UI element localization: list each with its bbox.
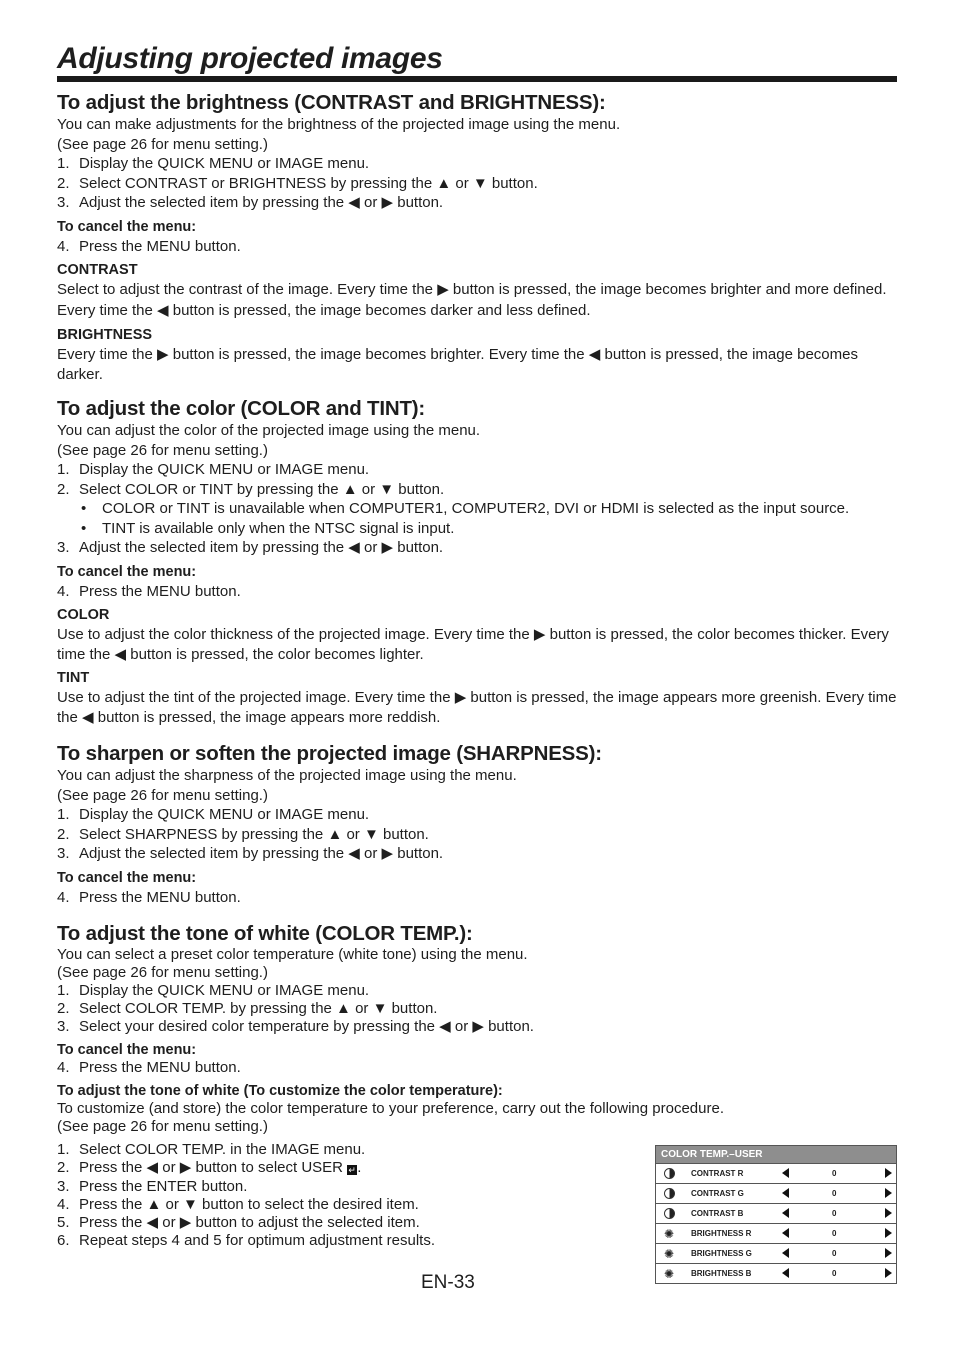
step-item: 4. Press the ▲ or ▼ button to select the desired item. [57, 1195, 419, 1213]
step-item: 4. Press the MENU button. [57, 888, 241, 906]
contrast-heading: CONTRAST [57, 262, 138, 278]
step-item: 3. Adjust the selected item by pressing the ◀ or ▶ button. [57, 194, 444, 211]
step-list [57, 888, 897, 908]
menu-row-value: 0 [832, 1229, 837, 1238]
step-item: 2. Press the ◀ or ▶ button to select USER ↵. [57, 1159, 362, 1177]
menu-row-value: 0 [832, 1249, 837, 1258]
page-number: EN-33 [421, 1272, 475, 1293]
menu-row-label: CONTRAST R [691, 1169, 744, 1178]
color-text: Use to adjust the color thickness of the projected image. Every time the ▶ button is pressed, the color becomes thicker. Every time the ◀ button is pressed, the color becomes lighter. [57, 626, 889, 663]
menu-title: COLOR TEMP.–USER [656, 1146, 896, 1163]
section-heading: To adjust the color (COLOR and TINT): [57, 397, 426, 420]
menu-row-value: 0 [832, 1169, 837, 1178]
step-item: 2. Select CONTRAST or BRIGHTNESS by pressing the ▲ or ▼ button. [57, 174, 538, 192]
cancel-heading: To cancel the menu: [57, 218, 197, 235]
custom-heading: To adjust the tone of white (To customize the color temperature): [57, 1083, 503, 1099]
left-arrow-icon[interactable] [782, 1228, 789, 1238]
step-list [57, 805, 897, 864]
menu-row[interactable] [656, 1183, 896, 1203]
menu-row-value: 0 [832, 1189, 837, 1198]
step-item: 2. Select COLOR TEMP. by pressing the ▲ or ▼ button. [57, 1000, 438, 1017]
step-item: 2. Select SHARPNESS by pressing the ▲ or ▼ button. [57, 825, 429, 843]
enter-icon: ↵ [348, 1165, 356, 1176]
contrast-icon [656, 1164, 682, 1183]
right-arrow-icon[interactable] [885, 1248, 892, 1258]
intro-text: You can make adjustments for the brightness of the projected image using the menu. [57, 116, 621, 133]
left-arrow-icon[interactable] [782, 1168, 789, 1178]
cancel-heading: To cancel the menu: [57, 1042, 197, 1058]
intro-text: You can adjust the color of the projected image using the menu. [57, 422, 481, 439]
step-item: 5. Press the ◀ or ▶ button to adjust the selected item. [57, 1214, 420, 1232]
menu-row[interactable] [656, 1203, 896, 1223]
step-item: 4. Press the MENU button. [57, 1059, 241, 1076]
section-heading: To adjust the brightness (CONTRAST and BRIGHTNESS): [57, 91, 606, 114]
step-item: 3. Press the ENTER button. [57, 1177, 248, 1195]
menu-row-value: 0 [832, 1209, 837, 1218]
menu-row-label: CONTRAST G [691, 1189, 744, 1198]
custom-intro: (See page 26 for menu setting.) [57, 1118, 268, 1135]
intro-text: (See page 26 for menu setting.) [57, 964, 268, 981]
menu-row-label: CONTRAST B [691, 1209, 744, 1218]
step-item: 1. Display the QUICK MENU or IMAGE menu. [57, 806, 370, 823]
section-heading: To sharpen or soften the projected image (SHARPNESS): [57, 742, 602, 765]
step-item: 3. Adjust the selected item by pressing the ◀ or ▶ button. [57, 539, 444, 556]
right-arrow-icon[interactable] [885, 1228, 892, 1238]
brightness-icon: ✺ [663, 1266, 675, 1281]
right-arrow-icon[interactable] [885, 1268, 892, 1278]
step-item: 1. Select COLOR TEMP. in the IMAGE menu. [57, 1141, 366, 1158]
section-sharpness [57, 742, 897, 907]
step-item: 1. Display the QUICK MENU or IMAGE menu. [57, 461, 370, 478]
cancel-heading: To cancel the menu: [57, 563, 197, 580]
section-brightness [57, 91, 897, 384]
step-item: 4. Press the MENU button. [57, 237, 241, 255]
menu-row-label: BRIGHTNESS R [691, 1229, 752, 1238]
menu-row-label: BRIGHTNESS B [691, 1269, 752, 1278]
menu-row[interactable] [656, 1263, 896, 1283]
note-item: • TINT is available only when the NTSC signal is input. [57, 519, 897, 539]
contrast-icon [656, 1184, 682, 1203]
menu-row[interactable] [656, 1163, 896, 1183]
page-title: Adjusting projected images [57, 42, 443, 75]
brightness-icon: ✺ [663, 1246, 675, 1261]
tint-heading: TINT [57, 670, 90, 686]
color-temp-user-menu [655, 1145, 897, 1284]
menu-row[interactable] [656, 1243, 896, 1263]
menu-row[interactable] [656, 1223, 896, 1243]
intro-text: (See page 26 for menu setting.) [57, 135, 268, 153]
right-arrow-icon[interactable] [885, 1208, 892, 1218]
section-color [57, 397, 897, 727]
brightness-icon: ✺ [663, 1226, 675, 1241]
step-list [57, 1059, 897, 1077]
step-list [57, 982, 897, 1036]
contrast-icon [656, 1204, 682, 1223]
step-list [57, 582, 897, 602]
step-list [57, 538, 897, 558]
tint-text: Use to adjust the tint of the projected image. Every time the ▶ button is pressed, the image appears more greenish. Every time the ◀ button is pressed, the image appears more reddish. [57, 689, 897, 726]
left-arrow-icon[interactable] [782, 1248, 789, 1258]
left-arrow-icon[interactable] [782, 1208, 789, 1218]
right-arrow-icon[interactable] [885, 1188, 892, 1198]
step-item: 3. Adjust the selected item by pressing the ◀ or ▶ button. [57, 845, 444, 862]
step-item: 4. Press the MENU button. [57, 582, 241, 600]
step-list [57, 154, 897, 213]
step-item: 1. Display the QUICK MENU or IMAGE menu. [57, 982, 370, 999]
left-arrow-icon[interactable] [782, 1188, 789, 1198]
brightness-heading: BRIGHTNESS [57, 327, 153, 343]
note-item: • COLOR or TINT is unavailable when COMPUTER1, COMPUTER2, DVI or HDMI is selected as the input source. [57, 499, 897, 519]
step-item: 3. Select your desired color temperature by pressing the ◀ or ▶ button. [57, 1018, 534, 1035]
right-arrow-icon[interactable] [885, 1168, 892, 1178]
brightness-text: Every time the ▶ button is pressed, the image becomes brighter. Every time the ◀ button is pressed, the image becomes darker. [57, 346, 858, 383]
step-list [57, 460, 897, 499]
color-heading: COLOR [57, 607, 110, 623]
step-item: 6. Repeat steps 4 and 5 for optimum adjustment results. [57, 1232, 436, 1250]
intro-text: You can adjust the sharpness of the projected image using the menu. [57, 767, 517, 784]
cancel-heading: To cancel the menu: [57, 869, 197, 886]
step-list [57, 237, 897, 257]
contrast-text: Select to adjust the contrast of the image. Every time the ▶ button is pressed, the image becomes brighter and more defined. Every time the ◀ button is pressed, the image becomes darker and less defined. [57, 281, 887, 319]
left-arrow-icon[interactable] [782, 1268, 789, 1278]
menu-row-label: BRIGHTNESS G [691, 1249, 752, 1258]
intro-text: You can select a preset color temperature (white tone) using the menu. [57, 946, 528, 963]
note-list [57, 499, 897, 538]
custom-intro: To customize (and store) the color temperature to your preference, carry out the following procedure. [57, 1100, 724, 1117]
step-item: 1. Display the QUICK MENU or IMAGE menu. [57, 155, 370, 172]
step-item: 2. Select COLOR or TINT by pressing the ▲ or ▼ button. [57, 480, 445, 498]
intro-text: (See page 26 for menu setting.) [57, 441, 268, 459]
menu-row-value: 0 [832, 1269, 837, 1278]
intro-text: (See page 26 for menu setting.) [57, 786, 268, 804]
section-heading: To adjust the tone of white (COLOR TEMP.): [57, 922, 473, 945]
